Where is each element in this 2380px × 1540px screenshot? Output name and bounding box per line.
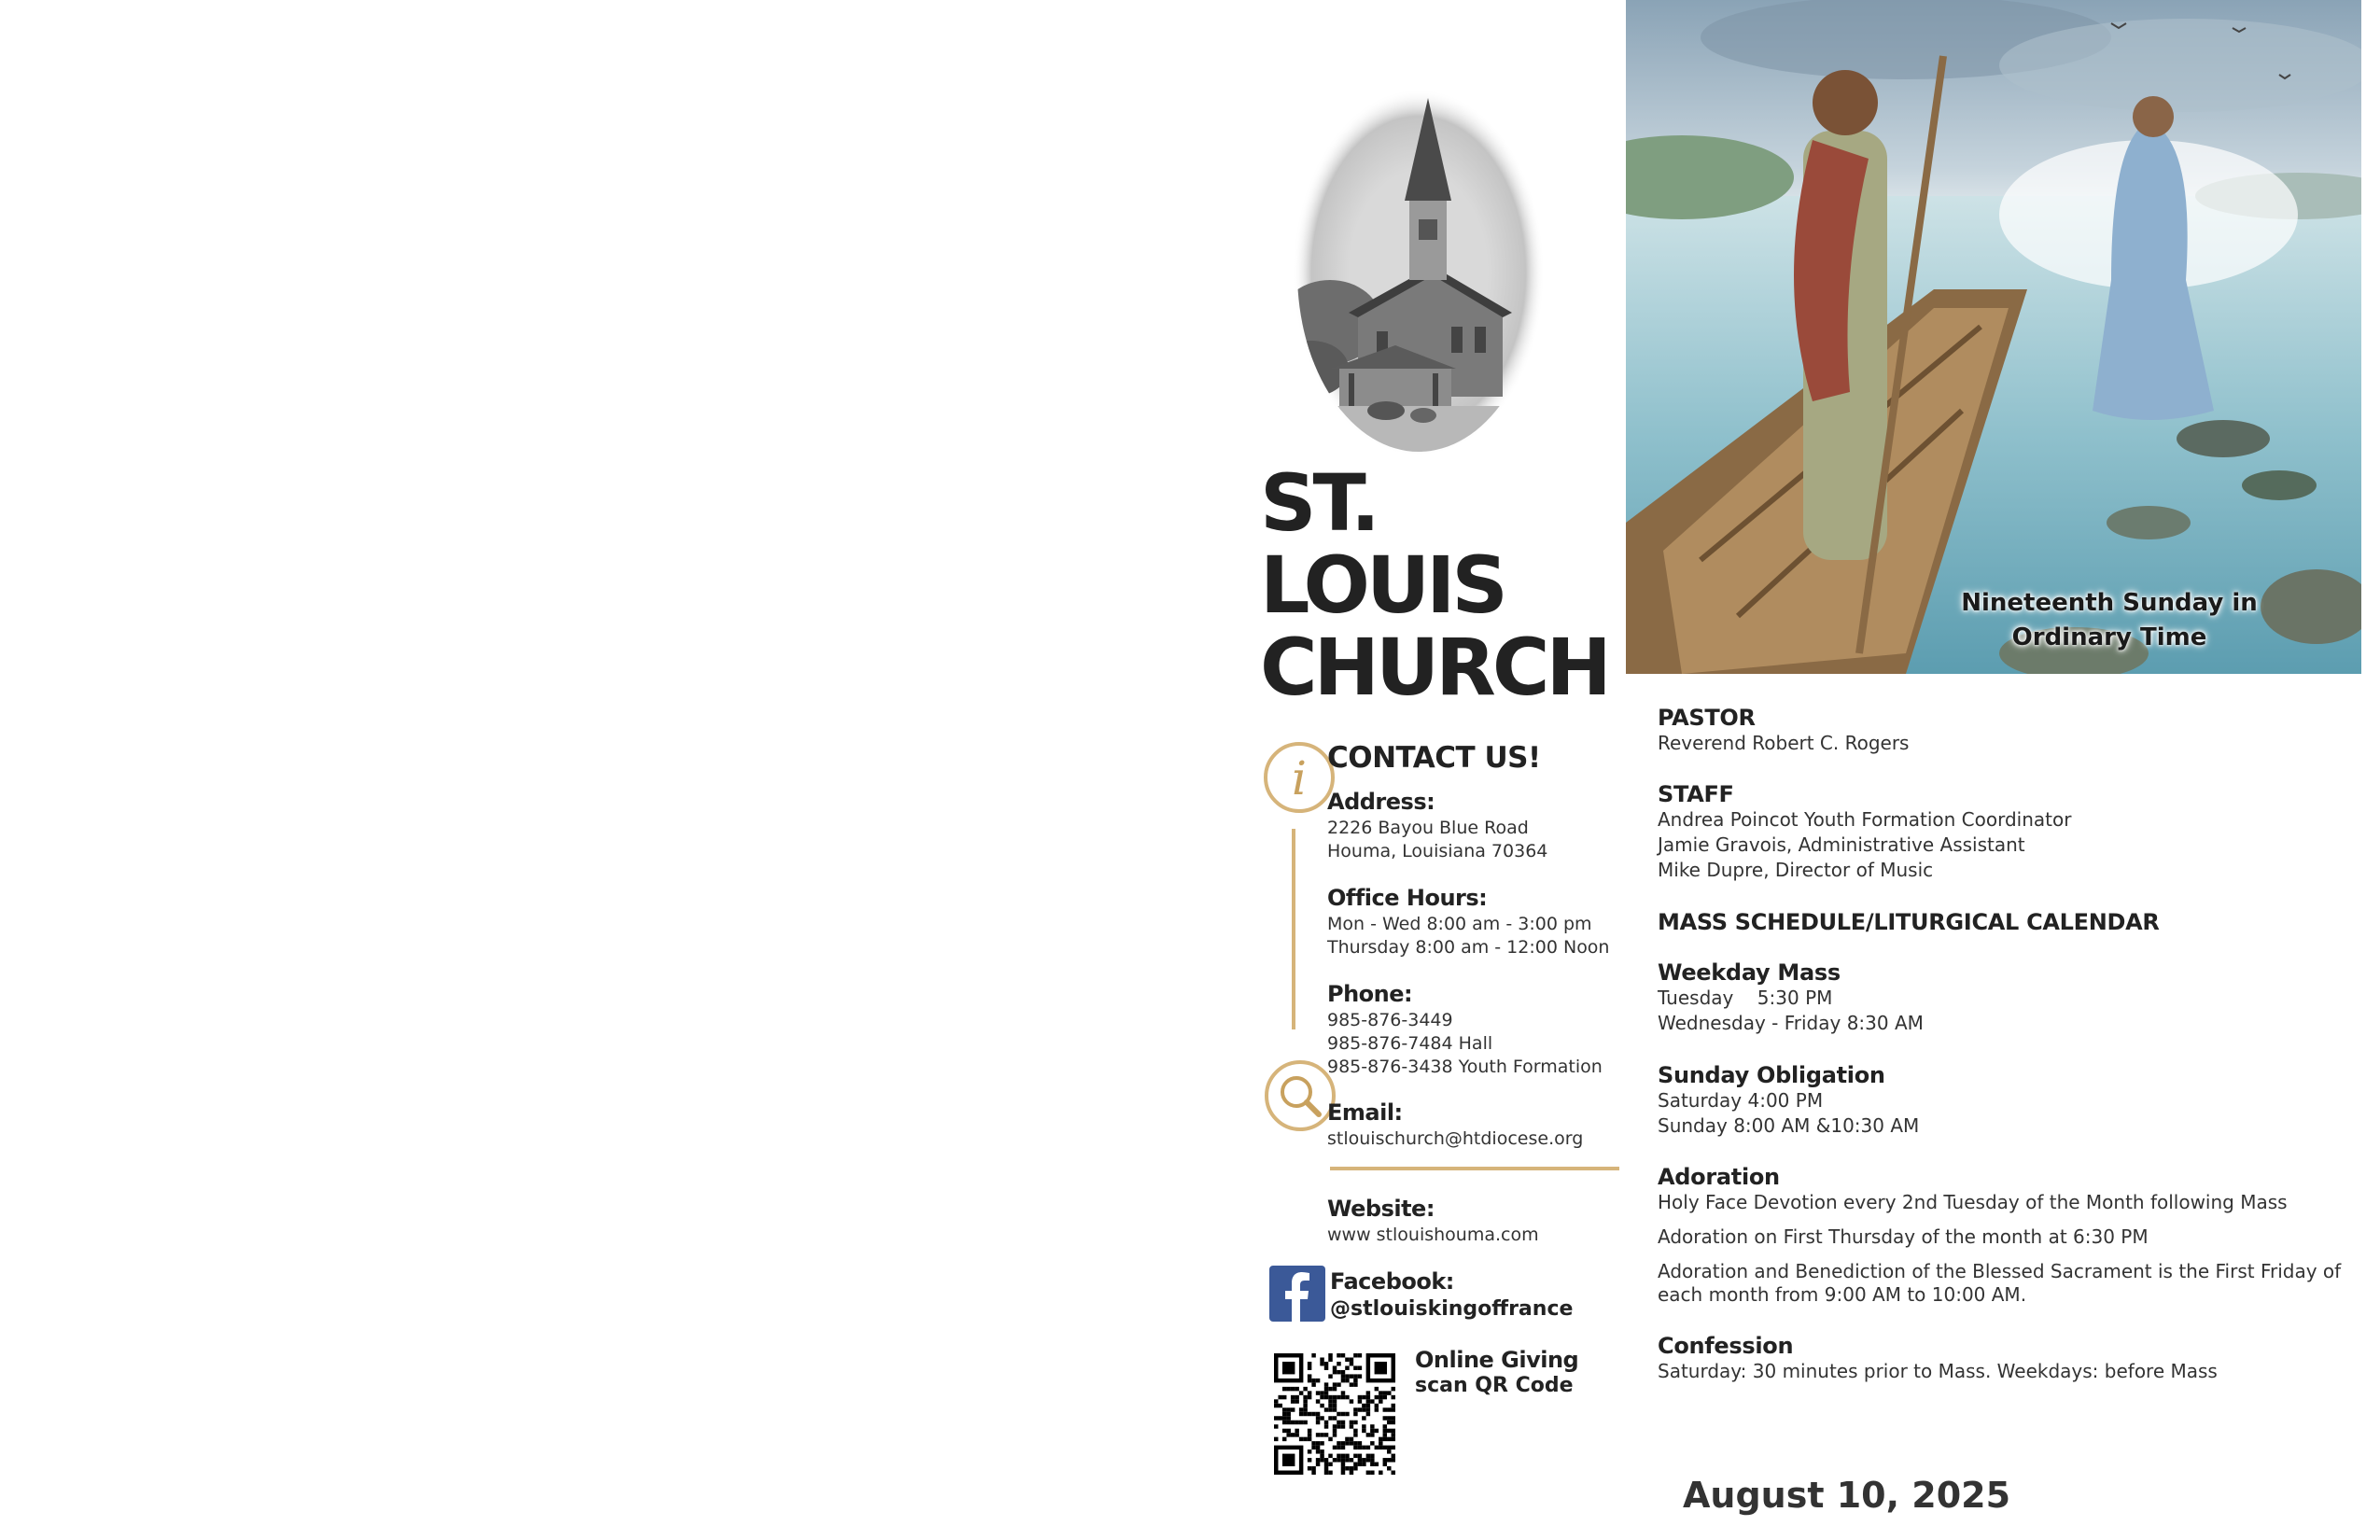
qr-code[interactable]: [1274, 1353, 1395, 1475]
qr-code-image: [1274, 1353, 1395, 1475]
email-label: Email:: [1327, 1099, 1403, 1126]
online-giving-sub: scan QR Code: [1415, 1374, 1574, 1397]
address-line: 2226 Bayou Blue Road: [1327, 818, 1529, 838]
phone-line[interactable]: 985-876-3449: [1327, 1010, 1453, 1030]
weekday-mass-line: Tuesday 5:30 PM: [1658, 987, 1833, 1009]
church-photo: [1293, 89, 1545, 457]
phone-line[interactable]: 985-876-7484 Hall: [1327, 1033, 1493, 1054]
email-link[interactable]: stlouischurch@htdiocese.org: [1327, 1128, 1584, 1149]
staff-line: Mike Dupre, Director of Music: [1658, 859, 1934, 881]
phone-label: Phone:: [1327, 981, 1413, 1007]
contact-heading: CONTACT US!: [1327, 741, 1541, 775]
office-hours-line: Thursday 8:00 am - 12:00 Noon: [1327, 937, 1610, 958]
divider-vertical: [1292, 829, 1295, 1029]
address-label: Address:: [1327, 789, 1435, 815]
confession-line: Saturday: 30 minutes prior to Mass. Weekdays: before Mass: [1658, 1360, 2218, 1382]
liturgical-caption: [1955, 586, 2263, 655]
title-line: CHURCH: [1260, 622, 1608, 713]
phone-line[interactable]: 985-876-3438 Youth Formation: [1327, 1057, 1603, 1077]
website-link[interactable]: www stlouishouma.com: [1327, 1225, 1539, 1245]
confession-heading: Confession: [1658, 1333, 1794, 1359]
weekday-mass-heading: Weekday Mass: [1658, 959, 1841, 986]
website-label: Website:: [1327, 1196, 1435, 1222]
svg-text:i: i: [1292, 751, 1307, 805]
hero-painting: [1626, 0, 2361, 674]
sunday-obligation-line: Saturday 4:00 PM: [1658, 1089, 1824, 1112]
title-line: LOUIS: [1260, 539, 1505, 631]
sunday-obligation-line: Sunday 8:00 AM &10:30 AM: [1658, 1114, 1920, 1137]
weekday-mass-line: Wednesday - Friday 8:30 AM: [1658, 1012, 1924, 1034]
adoration-heading: Adoration: [1658, 1164, 1780, 1190]
divider-horizontal: [1330, 1167, 1619, 1170]
title-line: ST.: [1260, 457, 1377, 549]
facebook-icon[interactable]: [1269, 1266, 1325, 1322]
caption-line: Ordinary Time: [2011, 623, 2207, 651]
facebook-label: Facebook:: [1330, 1268, 1454, 1295]
facebook-handle[interactable]: @stlouiskingoffrance: [1330, 1297, 1574, 1321]
mass-schedule-heading: MASS SCHEDULE/LITURGICAL CALENDAR: [1658, 909, 2160, 935]
info-icon: [1262, 740, 1337, 815]
pastor-heading: PASTOR: [1658, 705, 1756, 731]
address-line: Houma, Louisiana 70364: [1327, 841, 1548, 861]
office-hours-label: Office Hours:: [1327, 885, 1488, 911]
bulletin-date: August 10, 2025: [1683, 1475, 2011, 1516]
staff-line: Andrea Poincot Youth Formation Coordinator: [1658, 808, 2072, 831]
staff-heading: STAFF: [1658, 781, 1734, 807]
staff-line: Jamie Gravois, Administrative Assistant: [1658, 833, 2025, 856]
caption-line: Nineteenth Sunday in: [1961, 589, 2258, 617]
online-giving-label: Online Giving: [1415, 1347, 1579, 1373]
search-icon: [1263, 1058, 1337, 1133]
sunday-obligation-heading: Sunday Obligation: [1658, 1062, 1885, 1088]
adoration-line: Holy Face Devotion every 2nd Tuesday of the Month following Mass: [1658, 1191, 2288, 1213]
adoration-line: Adoration on First Thursday of the month at 6:30 PM: [1658, 1225, 2149, 1248]
pastor-name: Reverend Robert C. Rogers: [1658, 732, 1910, 754]
adoration-line: Adoration and Benediction of the Blessed Sacrament is the First Friday of each month from 9:00 AM to 10:00 AM.: [1658, 1260, 2342, 1306]
church-name-title: [1260, 457, 1633, 713]
office-hours-line: Mon - Wed 8:00 am - 3:00 pm: [1327, 914, 1592, 934]
